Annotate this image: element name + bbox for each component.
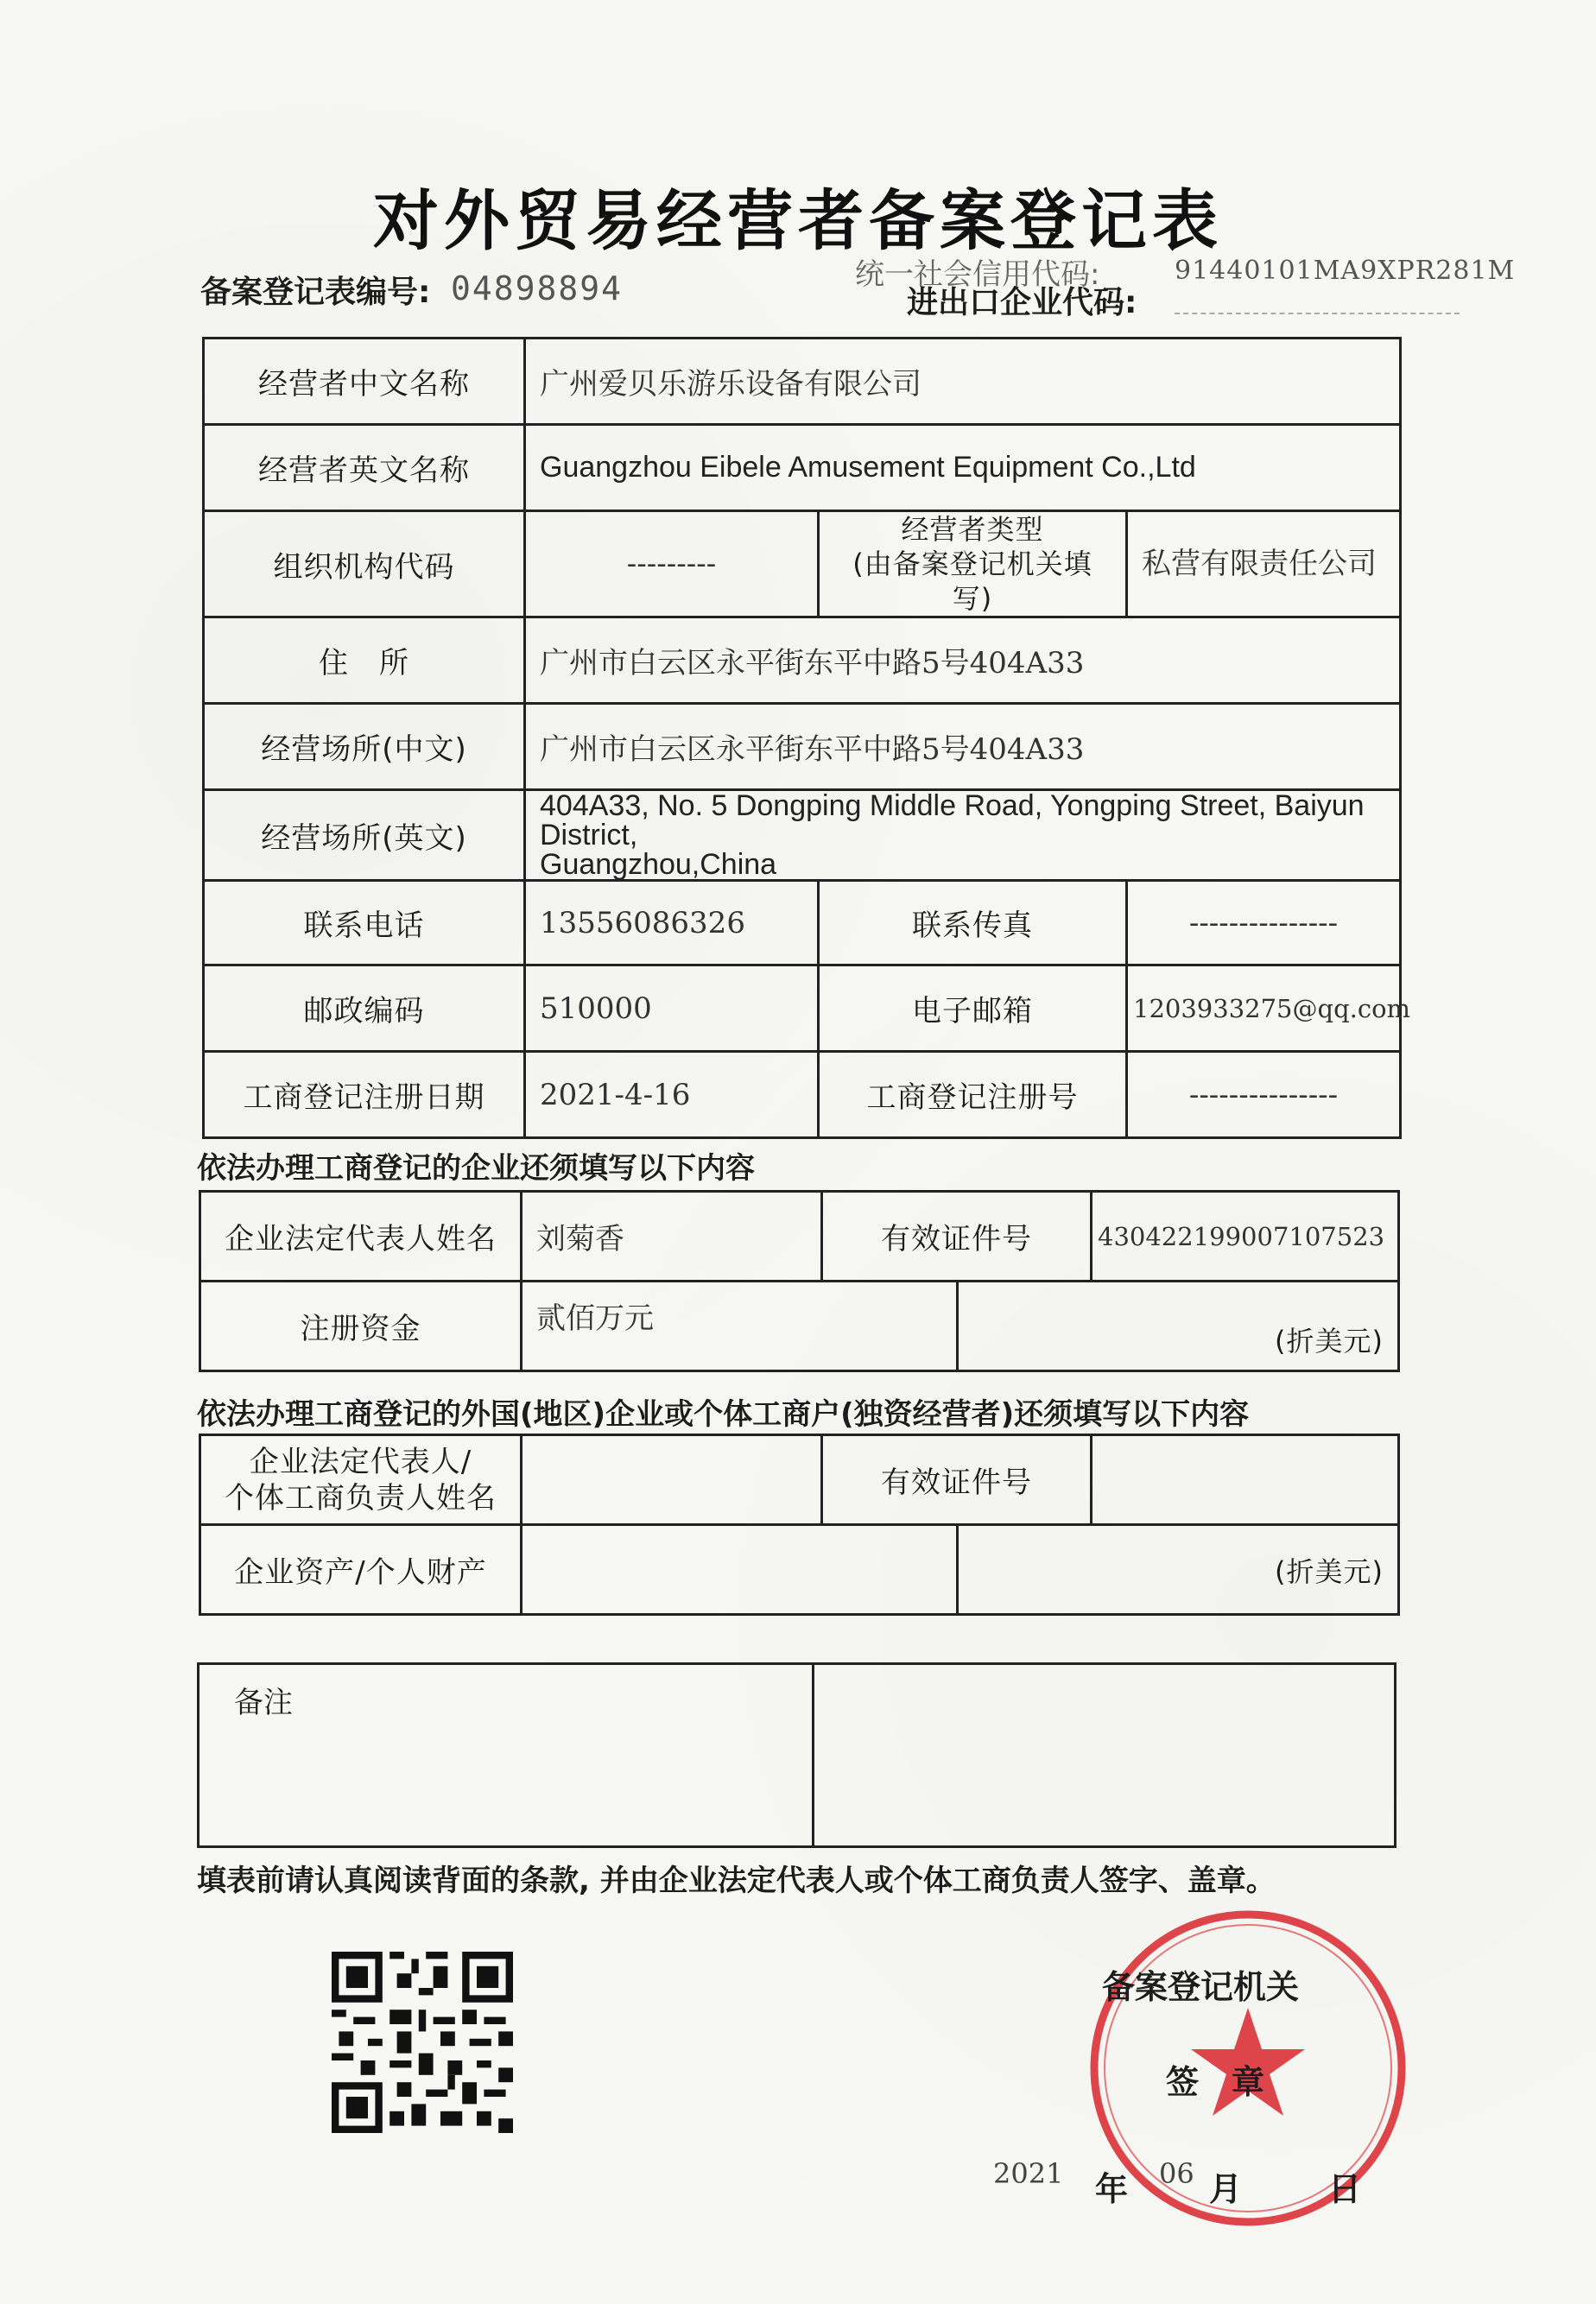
table-row — [199, 1664, 1396, 1847]
reg-num-value: --------------- — [1127, 1052, 1401, 1138]
enterprise-table — [199, 1190, 1400, 1372]
fax-value: --------------- — [1127, 881, 1401, 965]
date-day-label: 日 — [1328, 2170, 1362, 2208]
qr-code-icon — [332, 1952, 513, 2133]
table-row — [204, 425, 1401, 511]
place-en-value — [525, 790, 1401, 881]
sign-label: 签 章 — [1166, 2063, 1265, 2101]
legal-rep-value: 刘菊香 — [522, 1192, 822, 1282]
place-en-line2: Guangzhou,China — [540, 848, 777, 881]
reg-no-label: 备案登记表编号: — [200, 275, 431, 310]
assets-usd-label: (折美元) — [958, 1525, 1399, 1615]
date-year-value: 2021 — [993, 2157, 1064, 2190]
date-month-value: 06 — [1159, 2157, 1194, 2190]
table-row — [204, 704, 1401, 790]
table-row — [204, 1052, 1401, 1138]
legal-rep-label: 企业法定代表人姓名 — [200, 1192, 522, 1282]
place-cn-label: 经营场所(中文) — [204, 704, 525, 790]
org-code-value: --------- — [525, 511, 819, 617]
remarks-table — [197, 1662, 1396, 1848]
remarks-value-cell — [814, 1664, 1396, 1847]
table-row — [204, 965, 1401, 1052]
capital-label: 注册资金 — [200, 1282, 522, 1371]
ie-code-label: 进出口企业代码: — [907, 285, 1137, 320]
en-name-label: 经营者英文名称 — [204, 425, 525, 511]
rep-label-line2: 个体工商负责人姓名 — [225, 1480, 497, 1516]
section2-title: 依法办理工商登记的企业还须填写以下内容 — [197, 1151, 755, 1186]
foreign-id-label: 有效证件号 — [822, 1435, 1092, 1525]
postcode-label: 邮政编码 — [204, 965, 525, 1052]
date-month-label: 月 — [1209, 2170, 1243, 2208]
email-value: 1203933275@qq.com — [1127, 965, 1401, 1052]
address-value: 广州市白云区永平街东平中路5号404A33 — [525, 617, 1401, 704]
table-row — [204, 617, 1401, 704]
table-row — [204, 511, 1401, 617]
footer-note: 填表前请认真阅读背面的条款, 并由企业法定代表人或个体工商负责人签字、盖章。 — [197, 1864, 1276, 1898]
fax-label: 联系传真 — [819, 881, 1127, 965]
rep-label — [200, 1435, 522, 1525]
address-label: 住 所 — [204, 617, 525, 704]
table-row — [200, 1525, 1399, 1615]
place-cn-value: 广州市白云区永平街东平中路5号404A33 — [525, 704, 1401, 790]
reg-num-label: 工商登记注册号 — [819, 1052, 1127, 1138]
table-row — [204, 790, 1401, 881]
table-row — [200, 1282, 1399, 1371]
place-en-label: 经营场所(英文) — [204, 790, 525, 881]
reg-date-value: 2021-4-16 — [525, 1052, 819, 1138]
rep-label-line1: 企业法定代表人/ — [249, 1444, 472, 1479]
operator-type-label-line1: 经营者类型 — [901, 513, 1044, 546]
assets-label: 企业资产/个人财产 — [200, 1525, 522, 1615]
cn-name-value: 广州爱贝乐游乐设备有限公司 — [525, 339, 1401, 425]
postcode-value: 510000 — [525, 965, 819, 1052]
capital-usd-label: (折美元) — [958, 1282, 1399, 1371]
authority-label: 备案登记机关 — [1102, 1968, 1300, 2006]
date-year-label: 年 — [1095, 2170, 1129, 2208]
reg-date-label: 工商登记注册日期 — [204, 1052, 525, 1138]
ie-code-blank — [1175, 313, 1460, 314]
en-name-value: Guangzhou Eibele Amusement Equipment Co.,Ltd — [525, 425, 1401, 511]
section3-title: 依法办理工商登记的外国(地区)企业或个体工商户(独资经营者)还须填写以下内容 — [197, 1397, 1250, 1432]
cn-name-label: 经营者中文名称 — [204, 339, 525, 425]
credit-code-label: 统一社会信用代码: — [855, 257, 1100, 292]
assets-value-cell — [522, 1525, 958, 1615]
reg-no-value: 04898894 — [451, 269, 624, 307]
phone-value: 13556086326 — [525, 881, 819, 965]
rep-value-cell — [522, 1435, 822, 1525]
id-value: 430422199007107523 — [1092, 1192, 1399, 1282]
remarks-label: 备注 — [199, 1664, 814, 1847]
email-label: 电子邮箱 — [819, 965, 1127, 1052]
table-row — [200, 1192, 1399, 1282]
capital-value: 贰佰万元 — [522, 1282, 958, 1371]
phone-label: 联系电话 — [204, 881, 525, 965]
document-title: 对外贸易经营者备案登记表 — [373, 182, 1223, 259]
main-info-table — [202, 337, 1411, 1139]
foreign-id-value-cell — [1092, 1435, 1399, 1525]
operator-type-value: 私营有限责任公司 — [1127, 511, 1401, 617]
table-row — [204, 881, 1401, 965]
foreign-enterprise-table — [199, 1434, 1400, 1616]
table-row — [204, 339, 1401, 425]
org-code-label: 组织机构代码 — [204, 511, 525, 617]
table-row — [200, 1435, 1399, 1525]
place-en-line1: 404A33, No. 5 Dongping Middle Road, Yongping Street, Baiyun District, — [540, 789, 1365, 851]
id-label: 有效证件号 — [822, 1192, 1092, 1282]
credit-code-value: 91440101MA9XPR281M — [1175, 256, 1516, 286]
operator-type-label — [819, 511, 1127, 617]
operator-type-label-line2: (由备案登记机关填写) — [852, 548, 1092, 615]
